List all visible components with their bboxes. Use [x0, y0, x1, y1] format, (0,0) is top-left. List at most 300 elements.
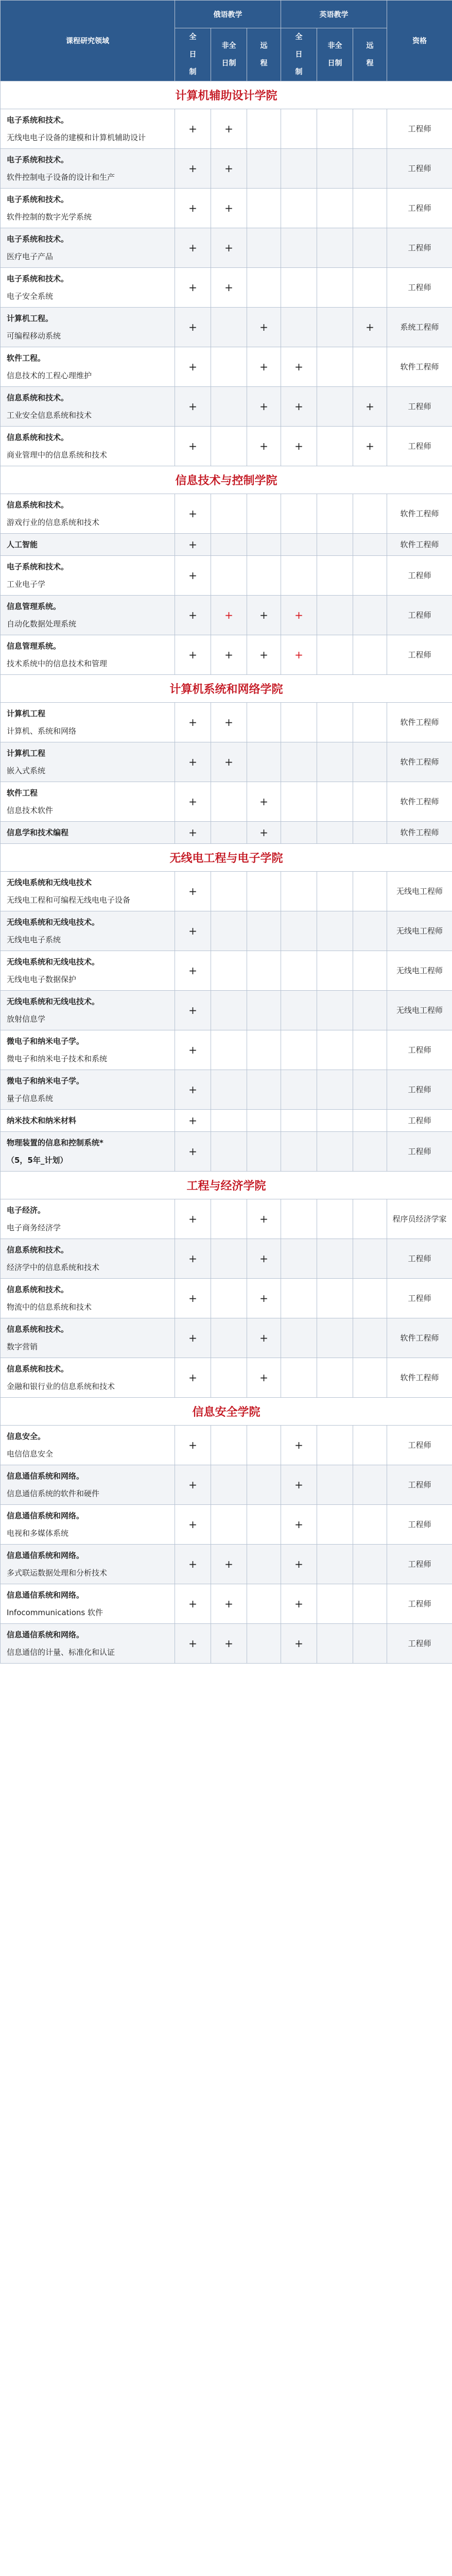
en-part-time-mark: [317, 1070, 353, 1110]
russian-full-time-header: 全 日 制: [175, 28, 211, 81]
en-part-time-mark: [317, 1358, 353, 1398]
table-row: [1, 1110, 452, 1132]
ru-part-time-mark: [211, 1199, 247, 1239]
ru-part-time-mark: [211, 1070, 247, 1110]
en-part-time-mark: [317, 268, 353, 308]
field-name: 软件工程。: [7, 353, 46, 363]
field-specialization: 信息技术的工程心理维护: [7, 371, 92, 380]
faculty-title: 计算机系统和网络学院: [1, 675, 452, 703]
en-part-time-mark: [317, 1239, 353, 1279]
ru-full-time-mark: +: [175, 991, 211, 1030]
ru-full-time-mark: +: [175, 742, 211, 782]
field-specialization: 信息通信系统的软件和硬件: [7, 1489, 100, 1498]
qualification-cell: 工程师: [387, 1624, 452, 1664]
field-name: 无线电系统和无线电技术。: [7, 918, 100, 927]
en-distance-mark: [353, 1279, 387, 1318]
study-field-cell: [1, 1030, 175, 1070]
ru-full-time-mark: +: [175, 1110, 211, 1132]
en-full-time-mark: [281, 872, 317, 911]
en-distance-mark: [353, 1318, 387, 1358]
qualification-cell: 无线电工程师: [387, 911, 452, 951]
ru-full-time-mark: +: [175, 1358, 211, 1398]
ru-distance-mark: [247, 534, 281, 556]
ru-full-time-mark: +: [175, 1279, 211, 1318]
qualification-cell: 工程师: [387, 1070, 452, 1110]
ru-full-time-mark: +: [175, 1505, 211, 1545]
ru-full-time-mark: +: [175, 1318, 211, 1358]
en-full-time-mark: [281, 1132, 317, 1172]
faculty-row: [1, 81, 452, 109]
en-full-time-mark: [281, 1070, 317, 1110]
ru-distance-mark: [247, 1545, 281, 1584]
en-full-time-mark: [281, 1110, 317, 1132]
ru-part-time-mark: +: [211, 742, 247, 782]
table-row: [1, 268, 452, 308]
ru-part-time-mark: [211, 556, 247, 596]
en-full-time-mark: +: [281, 1584, 317, 1624]
ru-distance-mark: [247, 742, 281, 782]
field-specialization: 嵌入式系统: [7, 766, 46, 775]
qualification-cell: 软件工程师: [387, 347, 452, 387]
en-part-time-mark: [317, 149, 353, 189]
en-distance-mark: [353, 1199, 387, 1239]
ru-part-time-mark: [211, 494, 247, 534]
ru-distance-mark: [247, 228, 281, 268]
study-field-cell: [1, 1545, 175, 1584]
field-specialization: 计算机、系统和网络: [7, 726, 77, 736]
en-distance-mark: [353, 951, 387, 991]
qualification-cell: 工程师: [387, 427, 452, 466]
study-field-cell: [1, 1624, 175, 1664]
ru-part-time-mark: [211, 1358, 247, 1398]
table-row: [1, 1505, 452, 1545]
field-specialization: 无线电电子数据保护: [7, 975, 77, 984]
en-part-time-mark: [317, 387, 353, 427]
qualification-cell: 程序员经济学家: [387, 1199, 452, 1239]
qualification-cell: 工程师: [387, 1545, 452, 1584]
field-name: 信息通信系统和网络。: [7, 1511, 84, 1520]
en-part-time-mark: [317, 822, 353, 844]
ru-full-time-mark: +: [175, 1199, 211, 1239]
table-row: [1, 1318, 452, 1358]
table-header: [1, 1, 452, 81]
field-specialization: 软件控制电子设备的设计和生产: [7, 173, 115, 182]
ru-distance-mark: +: [247, 596, 281, 635]
ru-full-time-mark: +: [175, 387, 211, 427]
en-full-time-mark: [281, 703, 317, 742]
ru-part-time-mark: +: [211, 1624, 247, 1664]
ru-full-time-mark: +: [175, 703, 211, 742]
faculty-row: [1, 1398, 452, 1426]
field-name: 计算机工程: [7, 749, 46, 758]
table-row: [1, 1199, 452, 1239]
en-full-time-mark: +: [281, 1426, 317, 1465]
en-part-time-mark: [317, 1030, 353, 1070]
table-row: [1, 556, 452, 596]
en-distance-mark: [353, 635, 387, 675]
field-name: 信息管理系统。: [7, 602, 61, 611]
study-field-cell: [1, 1132, 175, 1172]
ru-full-time-mark: +: [175, 1030, 211, 1070]
ru-part-time-mark: [211, 347, 247, 387]
qualification-cell: 工程师: [387, 387, 452, 427]
qualification-cell: 工程师: [387, 1110, 452, 1132]
field-name: 信息管理系统。: [7, 641, 61, 651]
ru-distance-mark: +: [247, 635, 281, 675]
en-full-time-mark: [281, 991, 317, 1030]
en-distance-mark: [353, 596, 387, 635]
en-full-time-mark: [281, 1358, 317, 1398]
ru-full-time-mark: +: [175, 308, 211, 347]
ru-distance-mark: +: [247, 822, 281, 844]
table-row: [1, 1584, 452, 1624]
study-field-cell: [1, 1426, 175, 1465]
table-row: [1, 308, 452, 347]
table-row: [1, 822, 452, 844]
ru-distance-mark: [247, 1132, 281, 1172]
ru-part-time-mark: [211, 1465, 247, 1505]
field-specialization: 电视和多媒体系统: [7, 1529, 69, 1538]
study-field-cell: [1, 911, 175, 951]
qualification-cell: 软件工程师: [387, 822, 452, 844]
qualification-cell: 软件工程师: [387, 703, 452, 742]
en-full-time-mark: +: [281, 1545, 317, 1584]
table-row: [1, 347, 452, 387]
ru-part-time-mark: +: [211, 1584, 247, 1624]
russian-distance-header: 远 程: [247, 28, 281, 81]
ru-distance-mark: [247, 911, 281, 951]
table-row: [1, 703, 452, 742]
qualification-cell: 工程师: [387, 149, 452, 189]
en-full-time-mark: [281, 228, 317, 268]
qualification-cell: 工程师: [387, 1279, 452, 1318]
ru-part-time-mark: +: [211, 268, 247, 308]
field-specialization: 电子商务经济学: [7, 1223, 61, 1232]
qualification-cell: 工程师: [387, 1426, 452, 1465]
en-part-time-mark: [317, 742, 353, 782]
en-distance-mark: [353, 1584, 387, 1624]
en-distance-mark: [353, 1545, 387, 1584]
ru-distance-mark: [247, 991, 281, 1030]
study-field-cell: [1, 189, 175, 228]
en-distance-mark: [353, 1624, 387, 1664]
study-field-cell: [1, 427, 175, 466]
study-field-cell: [1, 1318, 175, 1358]
en-part-time-mark: [317, 347, 353, 387]
en-full-time-mark: [281, 1318, 317, 1358]
ru-full-time-mark: +: [175, 872, 211, 911]
study-field-cell: [1, 635, 175, 675]
faculty-title: 计算机辅助设计学院: [1, 81, 452, 109]
ru-full-time-mark: +: [175, 596, 211, 635]
ru-full-time-mark: +: [175, 427, 211, 466]
ru-full-time-mark: +: [175, 494, 211, 534]
en-full-time-mark: [281, 782, 317, 822]
field-specialization: 数字营销: [7, 1342, 38, 1351]
en-distance-mark: [353, 347, 387, 387]
table-row: [1, 1358, 452, 1398]
russian-teaching-header: 俄语教学: [175, 1, 281, 28]
en-distance-mark: [353, 872, 387, 911]
study-field-cell: [1, 872, 175, 911]
faculty-row: [1, 844, 452, 872]
field-name: 无线电系统和无线电技术。: [7, 997, 100, 1006]
field-name: 计算机工程: [7, 709, 46, 718]
ru-distance-mark: +: [247, 308, 281, 347]
table-body: [1, 81, 452, 1664]
table-row: [1, 1132, 452, 1172]
qualification-cell: 工程师: [387, 1584, 452, 1624]
field-name: 电子系统和技术。: [7, 234, 69, 244]
faculty-row: [1, 1172, 452, 1199]
table-row: [1, 1426, 452, 1465]
ru-part-time-mark: [211, 1318, 247, 1358]
ru-full-time-mark: +: [175, 1624, 211, 1664]
field-name: 软件工程: [7, 788, 38, 798]
en-full-time-mark: [281, 1030, 317, 1070]
study-field-cell: [1, 782, 175, 822]
en-part-time-mark: [317, 556, 353, 596]
field-specialization: 工业电子学: [7, 580, 46, 589]
field-name: 微电子和纳米电子学。: [7, 1076, 84, 1086]
en-distance-mark: [353, 534, 387, 556]
ru-full-time-mark: +: [175, 1584, 211, 1624]
english-full-time-header: 全 日 制: [281, 28, 317, 81]
en-distance-mark: [353, 703, 387, 742]
study-field-cell: [1, 1358, 175, 1398]
qualification-cell: 工程师: [387, 596, 452, 635]
en-part-time-mark: [317, 494, 353, 534]
ru-full-time-mark: +: [175, 782, 211, 822]
table-row: [1, 228, 452, 268]
ru-distance-mark: +: [247, 1239, 281, 1279]
ru-part-time-mark: [211, 534, 247, 556]
study-field-cell: [1, 1279, 175, 1318]
en-full-time-mark: [281, 951, 317, 991]
ru-full-time-mark: +: [175, 635, 211, 675]
study-field-cell: [1, 149, 175, 189]
qualification-cell: 工程师: [387, 556, 452, 596]
qualification-cell: 工程师: [387, 635, 452, 675]
field-name: 纳米技术和纳米材料: [7, 1116, 77, 1125]
field-column-header: 课程研究领域: [1, 1, 175, 81]
ru-full-time-mark: +: [175, 1545, 211, 1584]
en-part-time-mark: [317, 635, 353, 675]
en-part-time-mark: [317, 1318, 353, 1358]
en-full-time-mark: +: [281, 427, 317, 466]
table-row: [1, 109, 452, 149]
en-distance-mark: [353, 742, 387, 782]
table-row: [1, 1624, 452, 1664]
en-full-time-mark: [281, 556, 317, 596]
ru-full-time-mark: +: [175, 822, 211, 844]
en-part-time-mark: [317, 596, 353, 635]
qualification-cell: 无线电工程师: [387, 951, 452, 991]
faculty-title: 工程与经济学院: [1, 1172, 452, 1199]
field-specialization: 自动化数据处理系统: [7, 619, 77, 629]
field-specialization: 经济学中的信息系统和技术: [7, 1263, 100, 1272]
table-row: [1, 494, 452, 534]
en-part-time-mark: [317, 1279, 353, 1318]
faculty-title: 无线电工程与电子学院: [1, 844, 452, 872]
field-specialization: 技术系统中的信息技术和管理: [7, 659, 108, 668]
field-specialization: 软件控制的数字光学系统: [7, 212, 92, 222]
ru-distance-mark: [247, 1505, 281, 1545]
qualification-cell: 软件工程师: [387, 494, 452, 534]
field-name: 微电子和纳米电子学。: [7, 1037, 84, 1046]
field-name: 电子系统和技术。: [7, 155, 69, 164]
field-specialization: 电子安全系统: [7, 292, 54, 301]
study-field-cell: [1, 822, 175, 844]
en-distance-mark: [353, 494, 387, 534]
table-row: [1, 1030, 452, 1070]
field-name: 信息通信系统和网络。: [7, 1471, 84, 1481]
en-distance-mark: [353, 1505, 387, 1545]
study-field-cell: [1, 228, 175, 268]
ru-full-time-mark: +: [175, 347, 211, 387]
en-full-time-mark: +: [281, 1505, 317, 1545]
field-name: 电子经济。: [7, 1206, 46, 1215]
table-row: [1, 991, 452, 1030]
field-name: 信息系统和技术。: [7, 393, 69, 402]
en-distance-mark: +: [353, 308, 387, 347]
en-distance-mark: [353, 1239, 387, 1279]
table-row: [1, 1070, 452, 1110]
study-field-cell: [1, 596, 175, 635]
table-row: [1, 872, 452, 911]
en-distance-mark: [353, 1070, 387, 1110]
en-part-time-mark: [317, 1465, 353, 1505]
qualification-cell: 软件工程师: [387, 782, 452, 822]
ru-part-time-mark: +: [211, 703, 247, 742]
study-field-cell: [1, 308, 175, 347]
study-field-cell: [1, 268, 175, 308]
en-full-time-mark: +: [281, 1465, 317, 1505]
table-row: [1, 635, 452, 675]
ru-distance-mark: [247, 1030, 281, 1070]
table-row: [1, 427, 452, 466]
en-full-time-mark: +: [281, 347, 317, 387]
field-specialization: 电信信息安全: [7, 1449, 54, 1459]
field-specialization: 无线电电子系统: [7, 935, 61, 944]
field-name: 电子系统和技术。: [7, 562, 69, 571]
field-name: 信息通信系统和网络。: [7, 1590, 84, 1600]
ru-distance-mark: [247, 1584, 281, 1624]
ru-part-time-mark: [211, 782, 247, 822]
study-field-cell: [1, 1505, 175, 1545]
en-part-time-mark: [317, 308, 353, 347]
en-full-time-mark: [281, 742, 317, 782]
qualification-cell: 软件工程师: [387, 742, 452, 782]
field-specialization: 可编程移动系统: [7, 331, 61, 341]
ru-part-time-mark: [211, 991, 247, 1030]
en-part-time-mark: [317, 911, 353, 951]
field-specialization: Infocommunications 软件: [7, 1608, 103, 1617]
en-distance-mark: [353, 268, 387, 308]
table-row: [1, 742, 452, 782]
en-distance-mark: [353, 189, 387, 228]
ru-part-time-mark: [211, 822, 247, 844]
study-field-cell: [1, 347, 175, 387]
ru-part-time-mark: [211, 1110, 247, 1132]
en-part-time-mark: [317, 1132, 353, 1172]
field-name: 无线电系统和无线电技术: [7, 878, 92, 887]
qualification-cell: 无线电工程师: [387, 872, 452, 911]
ru-part-time-mark: [211, 1239, 247, 1279]
ru-part-time-mark: [211, 308, 247, 347]
study-field-cell: [1, 1239, 175, 1279]
en-full-time-mark: [281, 534, 317, 556]
english-part-time-header: 非全 日制: [317, 28, 353, 81]
en-part-time-mark: [317, 991, 353, 1030]
table-row: [1, 951, 452, 991]
en-full-time-mark: [281, 911, 317, 951]
study-field-cell: [1, 1465, 175, 1505]
ru-full-time-mark: +: [175, 268, 211, 308]
field-specialization: 放射信息学: [7, 1014, 46, 1024]
ru-part-time-mark: [211, 1132, 247, 1172]
ru-full-time-mark: +: [175, 1465, 211, 1505]
study-field-cell: [1, 494, 175, 534]
ru-part-time-mark: +: [211, 596, 247, 635]
faculty-title: 信息安全学院: [1, 1398, 452, 1426]
field-name: 信息系统和技术。: [7, 1285, 69, 1294]
ru-full-time-mark: +: [175, 951, 211, 991]
en-part-time-mark: [317, 228, 353, 268]
table-row: [1, 911, 452, 951]
en-full-time-mark: [281, 149, 317, 189]
en-part-time-mark: [317, 1110, 353, 1132]
en-part-time-mark: [317, 1584, 353, 1624]
en-distance-mark: [353, 109, 387, 149]
qualification-cell: 无线电工程师: [387, 991, 452, 1030]
field-specialization: 微电子和纳米电子技术和系统: [7, 1054, 108, 1063]
study-field-cell: [1, 991, 175, 1030]
en-distance-mark: [353, 1465, 387, 1505]
table-row: [1, 1465, 452, 1505]
en-part-time-mark: [317, 1199, 353, 1239]
ru-distance-mark: +: [247, 1199, 281, 1239]
en-distance-mark: [353, 1030, 387, 1070]
field-name: 电子系统和技术。: [7, 115, 69, 125]
en-full-time-mark: +: [281, 596, 317, 635]
en-distance-mark: [353, 228, 387, 268]
table-row: [1, 596, 452, 635]
en-full-time-mark: +: [281, 635, 317, 675]
russian-part-time-header: 非全 日制: [211, 28, 247, 81]
ru-distance-mark: +: [247, 347, 281, 387]
study-field-cell: [1, 1070, 175, 1110]
ru-distance-mark: [247, 494, 281, 534]
en-part-time-mark: [317, 1505, 353, 1545]
ru-distance-mark: +: [247, 1318, 281, 1358]
ru-part-time-mark: [211, 1426, 247, 1465]
en-full-time-mark: [281, 1199, 317, 1239]
en-full-time-mark: [281, 308, 317, 347]
field-specialization: 无线电电子设备的建模和计算机辅助设计: [7, 133, 146, 142]
ru-full-time-mark: +: [175, 228, 211, 268]
ru-full-time-mark: +: [175, 1070, 211, 1110]
field-specialization: 信息通信的计量、标准化和认证: [7, 1648, 115, 1657]
en-full-time-mark: [281, 109, 317, 149]
en-distance-mark: [353, 1358, 387, 1398]
field-specialization: （5，5年_计划）: [7, 1156, 68, 1165]
qualification-cell: 系统工程师: [387, 308, 452, 347]
study-field-cell: [1, 387, 175, 427]
en-distance-mark: [353, 782, 387, 822]
en-full-time-mark: +: [281, 1624, 317, 1664]
qualification-cell: 工程师: [387, 109, 452, 149]
